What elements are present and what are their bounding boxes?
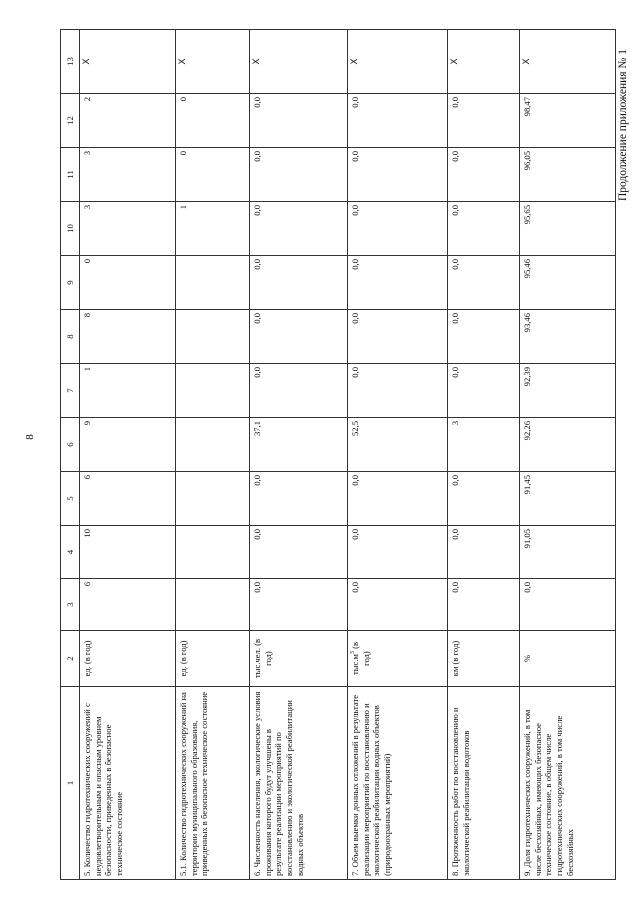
value-cell: 0,0 [348,472,448,526]
value-cell: 0,0 [348,310,448,364]
col-header: 2 [61,631,80,687]
col-header: 1 [61,687,80,880]
indicator-name: 5. Количество гидротехнических сооружений с неудовлетворительным и опасным уровнем безопасности, приведенных в безопасное техническое состояние [80,687,176,880]
col-header: 6 [61,418,80,472]
value-cell: 0 [176,148,250,202]
table-row [176,30,250,880]
unit-cell: ед. (в год) [176,631,250,687]
value-cell [176,256,250,310]
value-cell: X [448,30,520,94]
value-cell: 95,46 [520,256,616,310]
value-cell [176,526,250,579]
indicators-table [60,29,616,880]
col-header: 5 [61,472,80,526]
value-cell: 0,0 [448,202,520,256]
indicator-name: 6. Численность населения, экологические условия проживания которого будут улучшены в результате реализации мероприятий по восстановлению и экологической реабилитации водных объектов [250,687,348,880]
value-cell: 0,0 [348,148,448,202]
value-cell: 0,0 [448,148,520,202]
value-cell: 93,46 [520,310,616,364]
value-cell: 95,65 [520,202,616,256]
col-header: 4 [61,526,80,579]
value-cell: 0,0 [250,202,348,256]
value-cell: 0 [80,256,176,310]
value-cell: 0,0 [250,94,348,148]
unit-cell [348,631,448,687]
col-header: 8 [61,310,80,364]
value-cell: 0,0 [448,526,520,579]
value-cell: 0,0 [448,472,520,526]
value-cell: 8 [80,310,176,364]
value-cell: 0,0 [348,94,448,148]
value-cell: 0,0 [348,579,448,631]
indicator-name: 9. Доля гидротехнических сооружений, в том числе бесхозяйных, имеющих безопасное техническое состояние, в общем числе гидротехнических сооружений, в том числе бесхозяйных [520,687,616,880]
col-header: 13 [61,30,80,94]
value-cell: 0,0 [448,364,520,418]
value-cell: 1 [176,202,250,256]
value-cell: 3 [448,418,520,472]
table-row [348,30,448,880]
value-cell [176,310,250,364]
value-cell: X [520,30,616,94]
value-cell: 0,0 [448,310,520,364]
value-cell: 0,0 [250,310,348,364]
unit-superscript: 3 [350,651,357,655]
value-cell: X [176,30,250,94]
value-cell: X [250,30,348,94]
value-cell: X [80,30,176,94]
value-cell: 0,0 [250,526,348,579]
table-row [520,30,616,880]
col-header: 7 [61,364,80,418]
value-cell: 0,0 [250,579,348,631]
col-header: 10 [61,202,80,256]
page-number: 8 [24,434,36,440]
value-cell: 3 [80,148,176,202]
unit-main: тыс.м [350,654,360,676]
value-cell: 91,45 [520,472,616,526]
value-cell: 6 [80,472,176,526]
col-header: 12 [61,94,80,148]
value-cell [176,472,250,526]
value-cell [176,364,250,418]
value-cell: 0,0 [348,364,448,418]
value-cell: 9 [80,418,176,472]
value-cell: 92,39 [520,364,616,418]
unit-cell: ед. (в год) [80,631,176,687]
unit-cell: тыс.чел. (в год) [250,631,348,687]
value-cell: 0 [176,94,250,148]
unit-cell: % [520,631,616,687]
value-cell: 1 [80,364,176,418]
value-cell: 0,0 [250,256,348,310]
header-row [61,30,80,880]
value-cell: 37,1 [250,418,348,472]
value-cell: 0,0 [348,202,448,256]
unit-tail: (в год) [350,642,371,666]
value-cell: 2 [80,94,176,148]
value-cell: 6 [80,579,176,631]
value-cell: 96,05 [520,148,616,202]
value-cell: 52,5 [348,418,448,472]
indicator-name: 5.1. Количество гидротехнических сооружений на территории муниципального образования, приведенных в безопасное техническое состояние [176,687,250,880]
col-header: 11 [61,148,80,202]
table-row [80,30,176,880]
indicator-name: 7. Объем выемки донных отложений в результате реализации мероприятий по восстановлению и экологической реабилитации водных объектов (природоохранных мероприятий) [348,687,448,880]
value-cell: 0,0 [448,579,520,631]
value-cell: 92,26 [520,418,616,472]
indicators-table-wrapper [60,30,610,880]
value-cell: 0,0 [250,364,348,418]
col-header: 3 [61,579,80,631]
value-cell: 0,0 [448,256,520,310]
table-row [448,30,520,880]
unit-cell: км (в год) [448,631,520,687]
value-cell: 0,0 [520,579,616,631]
value-cell: 91,05 [520,526,616,579]
value-cell: 3 [80,202,176,256]
value-cell [176,418,250,472]
table-row [250,30,348,880]
value-cell: 0,0 [348,526,448,579]
value-cell [176,579,250,631]
col-header: 9 [61,256,80,310]
value-cell: 98,47 [520,94,616,148]
value-cell: 0,0 [250,472,348,526]
value-cell: 0,0 [448,94,520,148]
continuation-note: Продолжение приложения № 1 [617,48,629,202]
value-cell: 10 [80,526,176,579]
value-cell: 0,0 [348,256,448,310]
indicator-name: 8. Протяженность работ по восстановлению и экологической реабилитации водотоков [448,687,520,880]
value-cell: 0,0 [250,148,348,202]
value-cell: X [348,30,448,94]
